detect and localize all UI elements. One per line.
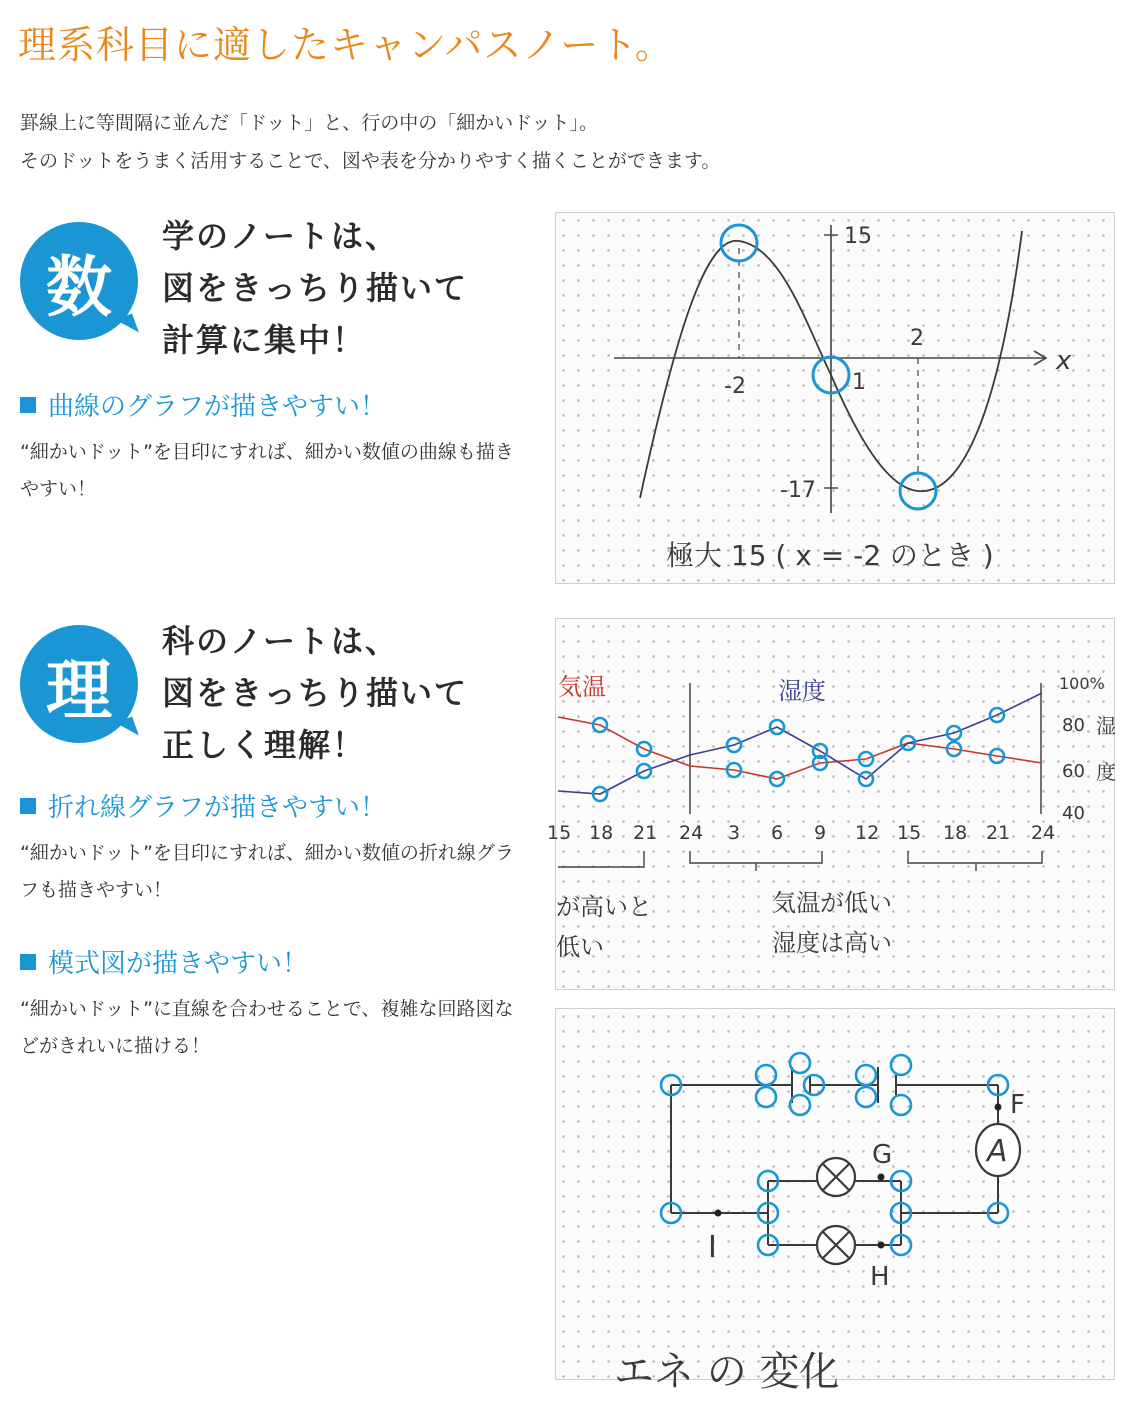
square-bullet-icon — [20, 798, 36, 814]
science-feature2-title — [20, 943, 308, 980]
node-g-dot — [878, 1174, 885, 1181]
math-catch — [162, 210, 468, 366]
lamp-lower — [817, 1226, 855, 1264]
x-tick-labels — [547, 822, 1055, 844]
science-catch-line-3: 正しく理解！ — [162, 726, 367, 764]
circuit-svg — [556, 1009, 1114, 1395]
node-f-dot — [995, 1104, 1002, 1111]
math-feature-title-text: 曲線のグラフが描きやすい！ — [48, 392, 387, 422]
x-tick-label: 12 — [855, 822, 880, 844]
right-axis-char-2: 度 — [1096, 760, 1116, 784]
right-axis-char-1: 湿 — [1096, 714, 1116, 738]
label-h: H — [870, 1262, 890, 1292]
bracket-left — [558, 851, 644, 867]
x-axis-label: x — [1056, 346, 1072, 376]
intro-text — [20, 104, 720, 180]
label-g: G — [872, 1140, 893, 1170]
node-h-dot — [878, 1242, 885, 1249]
circuit-node-marker — [891, 1095, 911, 1115]
y-min-label: -17 — [780, 478, 816, 503]
circuit-node-marker — [790, 1095, 810, 1115]
series-humidity-label: 湿度 — [778, 677, 826, 705]
note-mid-line-1: 気温が低い — [772, 889, 892, 917]
math-catch-line-3: 計算に集中！ — [162, 321, 367, 359]
math-catch-line-2: 図をきっちり描いて — [162, 269, 469, 307]
math-catch-line-1: 学のノートは、 — [162, 217, 400, 255]
note-left-line-1: が高いと — [556, 893, 652, 921]
curve-graph-svg — [556, 213, 1114, 583]
circuit-node-marker — [756, 1065, 776, 1085]
intro-line-1: 罫線上に等間隔に並んだ「ドット」と、行の中の「細かいドット」。 — [20, 112, 598, 134]
right-tick-100: 100% — [1059, 674, 1105, 693]
science-catch — [162, 615, 468, 771]
circuit-node-marker — [891, 1055, 911, 1075]
science-catch-line-2: 図をきっちり描いて — [162, 674, 469, 712]
x-tick-label: 6 — [771, 822, 784, 844]
x-tick-label: 18 — [943, 822, 968, 844]
circuit-wires — [671, 1067, 998, 1245]
x-neg-label: -2 — [724, 374, 746, 399]
circuit-node-marker — [756, 1087, 776, 1107]
science-feature2-title-text: 模式図が描きやすい！ — [48, 949, 309, 979]
series-temp-label: 気温 — [558, 673, 606, 701]
note-mid-line-2: 湿度は高い — [772, 929, 892, 957]
math-feature-desc: “細かいドット”を目印にすれば、細かい数値の曲線も描きやすい！ — [20, 441, 514, 500]
x-tick-label: 24 — [679, 822, 704, 844]
science-catch-line-1: 科のノートは、 — [162, 622, 400, 660]
x-tick-label: 18 — [589, 822, 614, 844]
one-label: 1 — [852, 370, 866, 395]
circuit-bottom-text: エネ の 変化 — [614, 1349, 840, 1395]
x-tick-label: 3 — [728, 822, 741, 844]
y-max-label: 15 — [844, 224, 872, 249]
square-bullet-icon — [20, 397, 36, 413]
science-section — [20, 615, 540, 1075]
circuit-node-markers — [661, 1053, 1008, 1255]
circuit-node-marker — [856, 1087, 876, 1107]
figure-caption: 極大 15 ( x = -2 のとき ) — [666, 539, 994, 572]
page-title: 理系科目に適したキャンパスノート。 — [18, 23, 674, 67]
note-left-line-2: 低い — [556, 933, 604, 961]
science-circuit-figure — [555, 1008, 1115, 1395]
math-curve-figure — [555, 212, 1115, 584]
science-feature1-desc: “細かいドット”を目印にすれば、細かい数値の折れ線グラフも描きやすい！ — [20, 842, 514, 901]
x-pos-label: 2 — [910, 326, 924, 351]
graph-point-markers — [593, 708, 1004, 801]
ammeter-label: A — [987, 1134, 1008, 1169]
science-feature1-title — [20, 787, 386, 824]
label-i: I — [708, 1230, 717, 1265]
science-badge: 理 — [20, 625, 138, 743]
right-tick-80: 80 — [1062, 715, 1085, 736]
x-tick-label: 15 — [547, 822, 572, 844]
bracket-middle — [690, 851, 822, 871]
x-tick-label: 15 — [897, 822, 922, 844]
label-f: F — [1010, 1090, 1025, 1120]
science-line-graph-figure — [547, 618, 1116, 990]
right-tick-60: 60 — [1062, 761, 1085, 782]
node-i-dot — [715, 1210, 722, 1217]
humidity-line — [558, 693, 1042, 794]
intro-line-2: そのドットをうまく活用することで、図や表を分かりやすく描くことができます。 — [20, 150, 721, 172]
line-graph-svg — [547, 619, 1116, 989]
math-feature-title — [20, 386, 386, 423]
x-tick-label: 21 — [986, 822, 1011, 844]
math-section — [20, 210, 540, 510]
circuit-node-marker — [790, 1053, 810, 1073]
x-tick-label: 21 — [633, 822, 658, 844]
lamp-upper — [817, 1158, 855, 1196]
circuit-node-marker — [856, 1065, 876, 1085]
bracket-right — [908, 851, 1042, 871]
science-feature2-desc: “細かいドット”に直線を合わせることで、複雑な回路図などがきれいに描ける！ — [20, 998, 514, 1057]
science-feature1-title-text: 折れ線グラフが描きやすい！ — [48, 793, 387, 823]
right-tick-40: 40 — [1062, 803, 1085, 824]
square-bullet-icon — [20, 954, 36, 970]
x-tick-label: 9 — [814, 822, 827, 844]
x-tick-label: 24 — [1031, 822, 1056, 844]
math-badge: 数 — [20, 222, 138, 340]
